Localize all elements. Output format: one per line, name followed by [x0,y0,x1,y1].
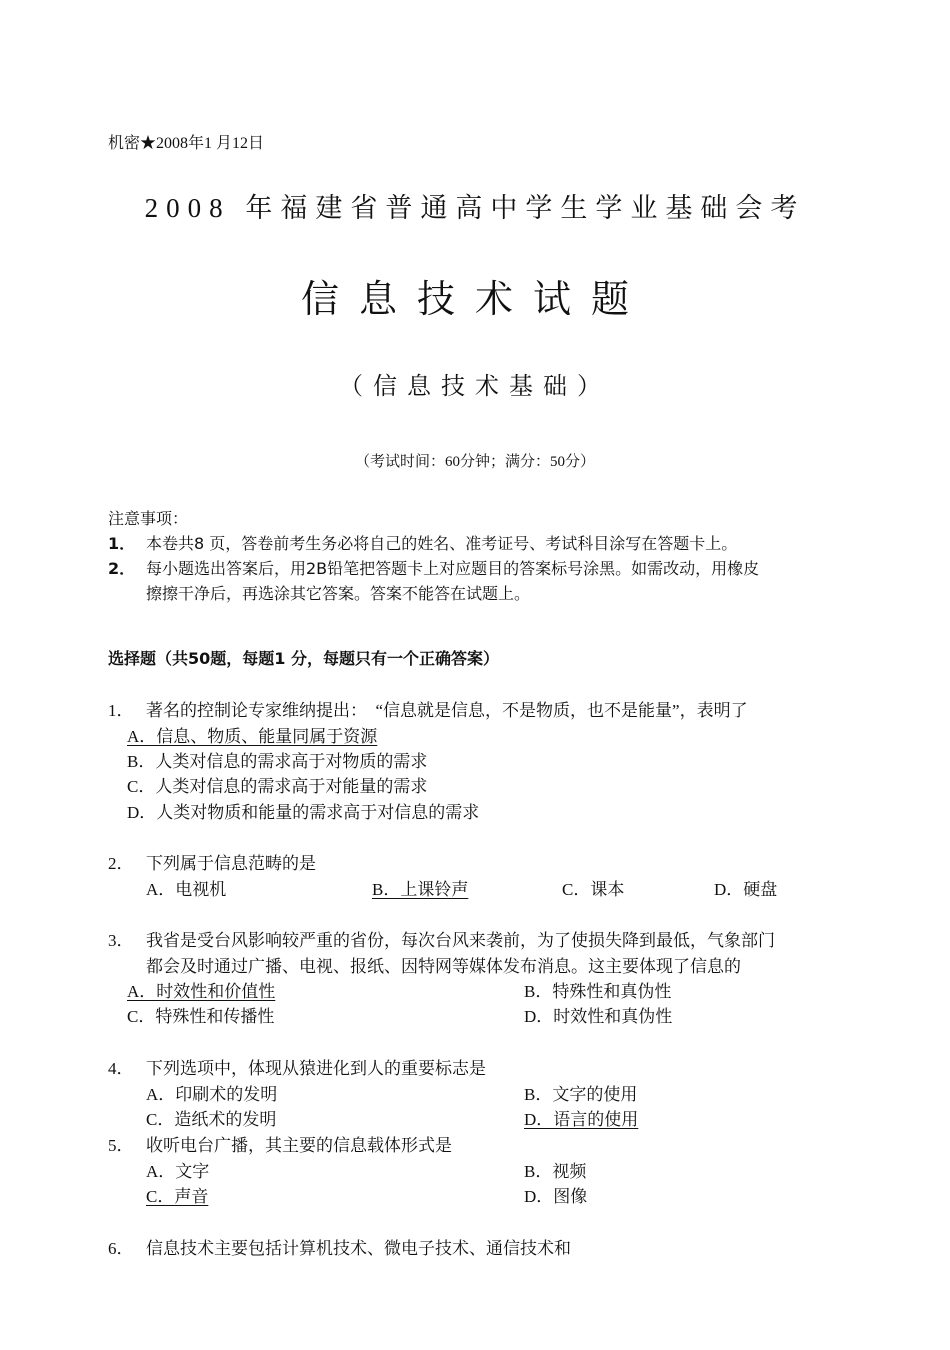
section-heading: 选择题（共50题，每题1 分，每题只有一个正确答案） [108,649,499,668]
option-d: D．人类对物质和能量的需求高于对信息的需求 [127,803,480,822]
exam-title: 2008 年福建省普通高中学生学业基础会考 [144,193,806,223]
option-c: C．人类对信息的需求高于对能量的需求 [127,777,428,796]
option-a-answer: A．时效性和价值性 [127,982,276,1001]
question-number: 3． [108,931,134,950]
notice-heading: 注意事项： [108,509,189,528]
option-c: C．特殊性和传播性 [127,1007,275,1026]
question-text: 信息技术主要包括计算机技术、微电子技术、通信技术和 [146,1239,571,1258]
question-number: 5． [108,1136,134,1155]
notice-item [146,581,530,604]
option-a-answer: A．信息、物质、能量同属于资源 [127,727,378,746]
option-c-answer: C．声音 [146,1187,209,1206]
question-2 [108,849,316,874]
option-d: D．图像 [524,1187,588,1206]
subject-title: 信息技术试题 [300,279,649,321]
option-a: A．文字 [146,1162,210,1181]
question-text: 我省是受台风影响较严重的省份，每次台风来袭前，为了使损失降到最低，气象部门 [146,931,775,950]
question-4 [108,1054,486,1079]
option-a: A．电视机 [146,880,227,899]
option-b-answer: B．上课铃声 [372,880,469,899]
question-text: 下列选项中，体现从猿进化到人的重要标志是 [146,1059,486,1078]
exam-info: （考试时间：60分钟；满分：50分） [354,454,595,470]
question-text: 收听电台广播，其主要的信息载体形式是 [146,1136,452,1155]
notice-number: 1． [108,534,136,553]
question-6 [108,1234,571,1259]
notice-text: 本卷共8 页，答卷前考生务必将自己的姓名、准考证号、考试科目涂写在答题卡上。 [146,534,738,553]
option-d-answer: D．语言的使用 [524,1110,639,1129]
notice-item [108,531,737,554]
question-number: 1． [108,701,134,720]
question-text: 下列属于信息范畴的是 [146,854,316,873]
question-3 [108,926,775,951]
question-1 [108,696,748,721]
notice-text: 擦擦干净后，再选涂其它答案。答案不能答在试题上。 [146,584,531,603]
option-b: B．文字的使用 [524,1085,638,1104]
option-d: D．时效性和真伪性 [524,1007,673,1026]
option-d: D．硬盘 [714,880,778,899]
notice-text: 每小题选出答案后，用2B铅笔把答题卡上对应题目的答案标号涂黑。如需改动，用橡皮 [146,559,760,578]
subtitle: （信息技术基础） [339,374,611,400]
notice-number: 2． [108,559,136,578]
option-c: C．课本 [562,880,625,899]
option-a: A．印刷术的发明 [146,1085,278,1104]
option-b: B．视频 [524,1162,587,1181]
option-b: B．人类对信息的需求高于对物质的需求 [127,752,428,771]
notice-item [108,556,759,579]
question-5 [108,1131,452,1156]
option-b: B．特殊性和真伪性 [524,982,672,1001]
question-number: 4． [108,1059,134,1078]
question-number: 6． [108,1239,134,1258]
option-c: C．造纸术的发明 [146,1110,277,1129]
confidential-line: 机密★2008年1 月12日 [108,135,265,152]
question-text-continued: 都会及时通过广播、电视、报纸、因特网等媒体发布消息。这主要体现了信息的 [146,957,741,976]
question-text: 著名的控制论专家维纳提出： “信息就是信息，不是物质，也不是能量”，表明了 [146,701,748,720]
question-number: 2． [108,854,134,873]
